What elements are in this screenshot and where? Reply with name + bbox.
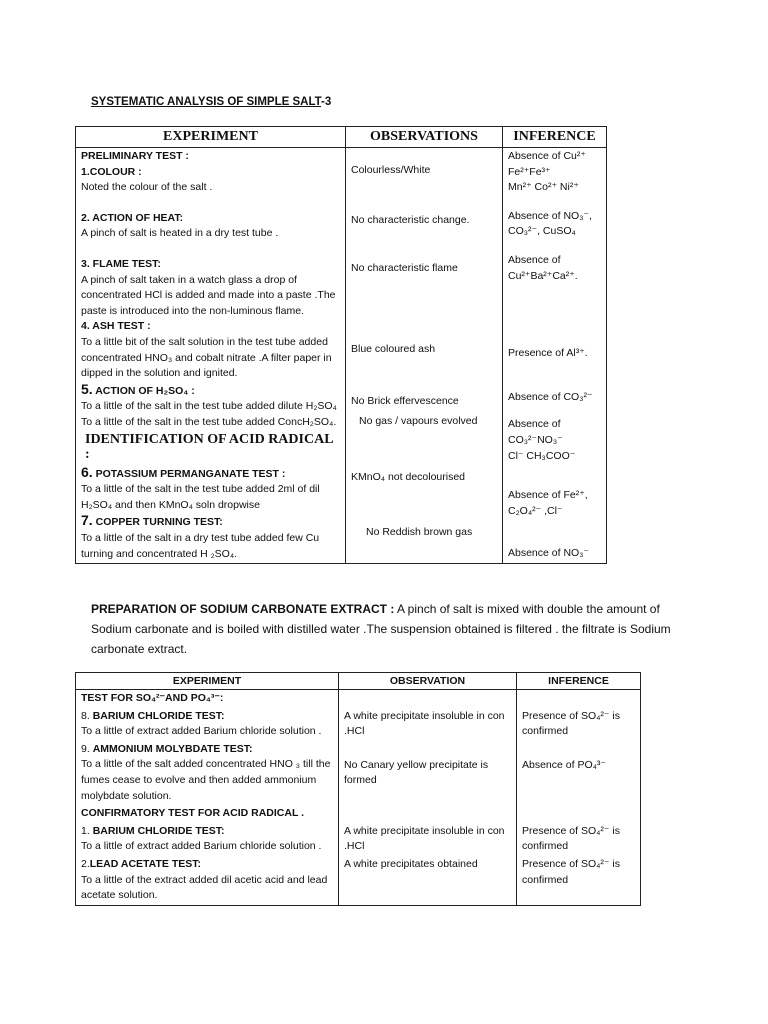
h2so4-conc-inference-2: Cl⁻ CH₃COO⁻ <box>508 449 576 462</box>
kmno4-inference-2: C₂O₄²⁻ ,Cl⁻ <box>508 504 563 517</box>
table-row <box>76 856 641 905</box>
row-number: 9. <box>81 742 90 755</box>
row-description: To a little of the extract added dil acetic acid and lead acetate solution. <box>81 873 328 902</box>
header-inference: INFERENCE <box>503 127 607 148</box>
row-description: To a little of extract added Barium chloride solution . <box>81 840 322 853</box>
copper-heading: COPPER TURNING TEST: <box>95 516 223 529</box>
heat-desc: A pinch of salt is heated in a dry test tube . <box>81 227 279 240</box>
colour-inference-3: Mn²⁺ Co²⁺ Ni²⁺ <box>508 181 579 194</box>
row-inference: Presence of SO₄²⁻ is confirmed <box>517 708 641 741</box>
row-number: 8. <box>81 709 90 722</box>
row-description: To a little of extract added Barium chloride solution . <box>81 725 322 738</box>
row-number: 1. <box>81 824 90 837</box>
heat-inference-2: CO₃²⁻, CuSO₄ <box>508 225 576 238</box>
copper-desc: To a little of the salt in a dry test tube added few Cu turning and concentrated H ₂SO₄. <box>81 532 320 560</box>
kmno4-number: 6. <box>81 463 93 480</box>
confirmatory-table <box>75 672 641 906</box>
kmno4-heading: POTASSIUM PERMANGANATE TEST : <box>95 467 286 480</box>
extract-heading: PREPARATION OF SODIUM CARBONATE EXTRACT : <box>91 602 395 616</box>
h2so4-dilute-inference: Absence of CO₃²⁻ <box>508 390 593 403</box>
h2so4-conc-desc: To a little of the salt in the test tube added ConcH₂SO₄. <box>81 415 337 428</box>
header-observations: OBSERVATIONS <box>346 127 503 148</box>
colour-observation: Colourless/White <box>351 164 431 176</box>
h2so4-conc-observation: No gas / vapours evolved <box>359 414 478 427</box>
heat-heading: 2. ACTION OF HEAT: <box>81 211 184 224</box>
kmno4-desc: To a little of the salt in the test tube added 2ml of dil H₂SO₄ and then KMnO₄ soln dropwise <box>81 483 320 511</box>
copper-inference: Absence of NO₃⁻ <box>508 547 590 560</box>
h2so4-conc-inference-1: Absence of CO₃²⁻NO₃⁻ <box>508 418 563 446</box>
extract-text: A pinch of salt is mixed with double the amount of Sodium carbonate and is boiled with distilled water .The suspension obtained is filtered . the filtrate is Sodium carbonate extract. <box>91 602 671 656</box>
heat-inference-1: Absence of NO₃⁻, <box>508 209 592 222</box>
copper-number: 7. <box>81 512 93 529</box>
h2so4-heading: ACTION OF H₂SO₄ : <box>95 384 195 397</box>
table-row <box>76 708 641 741</box>
ash-observation: Blue coloured ash <box>351 342 436 355</box>
row-observation: A white precipitates obtained <box>339 856 517 905</box>
header-observation-2: OBSERVATION <box>339 673 517 690</box>
ash-heading: 4. ASH TEST : <box>81 320 151 333</box>
row-observation: No Canary yellow precipitate is formed <box>339 741 517 805</box>
experiments-cell <box>76 148 346 564</box>
flame-observation: No characteristic flame <box>351 262 458 275</box>
kmno4-inference-1: Absence of Fe²⁺, <box>508 489 588 502</box>
table-row <box>76 823 641 856</box>
row-number: 2. <box>81 857 90 870</box>
preliminary-table <box>75 126 607 564</box>
ash-desc: To a little bit of the salt solution in the test tube added concentrated HNO₃ and cobalt nitrate .A filter paper in dipped in the solution and ignited. <box>81 335 332 380</box>
extract-preparation <box>91 599 691 659</box>
header-experiment: EXPERIMENT <box>76 127 346 148</box>
colour-inference-2: Fe²⁺Fe³⁺ <box>508 165 551 178</box>
row-inference: Absence of PO₄³⁻ <box>517 741 641 805</box>
flame-inference-1: Absence of <box>508 253 561 266</box>
flame-inference-2: Cu²⁺Ba²⁺Ca²⁺. <box>508 269 578 282</box>
copper-observation: No Reddish brown gas <box>366 526 473 539</box>
heat-observation: No characteristic change. <box>351 213 470 226</box>
table-row <box>76 741 641 805</box>
preliminary-heading: PRELIMINARY TEST : <box>81 150 189 162</box>
acid-radical-heading: IDENTIFICATION OF ACID RADICAL : <box>85 431 333 463</box>
flame-heading: 3. FLAME TEST: <box>81 257 161 270</box>
colour-heading: 1.COLOUR : <box>81 165 142 178</box>
confirmatory-heading: CONFIRMATORY TEST FOR ACID RADICAL . <box>76 805 339 823</box>
colour-desc: Noted the colour of the salt . <box>81 181 213 194</box>
row-observation: A white precipitate insoluble in con .HCl <box>339 823 517 856</box>
row-inference: Presence of SO₄²⁻ is confirmed <box>517 823 641 856</box>
observations-cell <box>346 148 503 564</box>
row-heading: BARIUM CHLORIDE TEST: <box>92 824 225 837</box>
test-for-heading: TEST FOR SO₄²⁻AND PO₄³⁻: <box>76 690 339 708</box>
row-description: To a little of the salt added concentrated HNO ₃ till the fumes cease to evolve and then added ammonium molybdate solution. <box>81 758 331 802</box>
page-title: SYSTEMATIC ANALYSIS OF SIMPLE SALT-3 <box>91 96 332 108</box>
inferences-cell <box>503 148 607 564</box>
header-inference-2: INFERENCE <box>517 673 641 690</box>
row-inference: Presence of SO₄²⁻ is confirmed <box>517 856 641 905</box>
row-heading: LEAD ACETATE TEST: <box>89 857 201 870</box>
flame-desc: A pinch of salt taken in a watch glass a drop of concentrated HCl is added and made into a paste .The paste is introduced into the non-luminous flame. <box>81 273 336 317</box>
row-observation: A white precipitate insoluble in con .HCl <box>339 708 517 741</box>
row-heading: AMMONIUM MOLYBDATE TEST: <box>92 742 253 755</box>
h2so4-number: 5. <box>81 380 93 397</box>
colour-inference-1: Absence of Cu²⁺ <box>508 150 586 162</box>
kmno4-observation: KMnO₄ not decolourised <box>351 470 466 483</box>
row-heading: BARIUM CHLORIDE TEST: <box>92 709 225 722</box>
h2so4-dilute-desc: To a little of the salt in the test tube added dilute H₂SO₄ <box>81 400 337 413</box>
ash-inference: Presence of Al³⁺. <box>508 347 588 360</box>
h2so4-dilute-observation: No Brick effervescence <box>351 395 459 408</box>
header-experiment-2: EXPERIMENT <box>76 673 339 690</box>
